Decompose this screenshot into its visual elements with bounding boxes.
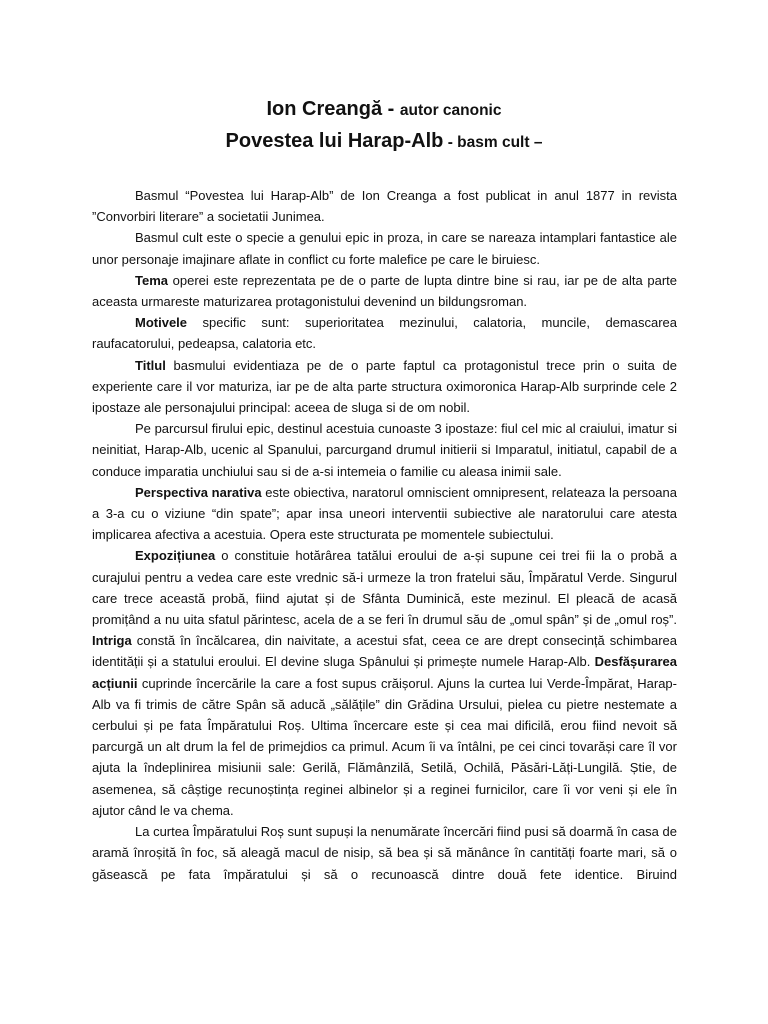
title-block	[0, 94, 768, 158]
paragraph-motivele-text: specific sunt: superioritatea mezinului, calatoria, muncile, demascarea raufacatorului, pedeapsa, calatoria etc.	[92, 315, 677, 352]
title-work: Povestea lui Harap-Alb	[225, 130, 444, 152]
title-work-line	[0, 126, 768, 158]
paragraph-motivele	[92, 312, 677, 354]
paragraph-titlul	[92, 355, 677, 419]
body-text	[92, 185, 677, 885]
paragraph-perspectiva-text: este obiectiva, naratorul omniscient omnipresent, relateaza la persoana a 3-a cu o viziune “din spate”; apar insa uneori interventii subiective ale naratorului care atesta implicarea afectiva a acestuia. Opera este structurata pe momentele subiectului.	[92, 484, 677, 543]
paragraph-expozitiunea-text: o constituie hotărârea tatălui eroului de a-și supune cei trei fii la o probă a curajului pentru a vedea care este vrednic să-i urmeze la tron fratelui său, Împăratul Verde. Singurul care trece această probă, fiind ajutat și de Sfânta Duminică, este mezinul. El pleacă de acasă promițând a nu uita sfatul părintesc, acela de a se feri în drumul său de „omul spân” și de „omul roș”.	[92, 548, 677, 628]
paragraph-ipostaze: Pe parcursul firului epic, destinul acestuia cunoaste 3 ipostaze: fiul cel mic al craiului, imatur si neinitiat, Harap-Alb, ucenic al Spanului, parcurgand drumul initierii si Imparatul, initiatul, capabil de a conduce imparatia unchiului sau si de a-si intemeia o familie cu aleasa inimii sale.	[92, 421, 677, 479]
paragraph-titlul-text: basmului evidentiaza pe de o parte faptul ca protagonistul trece prin o suita de experiente care il vor maturiza, iar pe de alta parte structura oximoronica Harap-Alb surprinde cele 2 ipostaze ale personajului principal: aceea de sluga si de om nobil.	[92, 357, 677, 416]
paragraph-intriga-text: constă în încălcarea, din naivitate, a acestui sfat, ceea ce are drept consecință schimbarea identității și a statului eroului. El devine sluga Spânului și primește numele Harap-Alb.	[92, 633, 677, 670]
term-intriga: Intriga	[92, 633, 132, 649]
paragraph-definition: Basmul cult este o specie a genului epic in proza, in care se nareaza intamplari fantastice ale unor personaje imajinare aflate in conflict cu forte malefice pe care le biruiesc.	[92, 230, 677, 267]
title-author-subtitle: autor canonic	[399, 102, 502, 119]
title-work-separator: -	[443, 134, 458, 151]
title-author-line	[0, 94, 768, 126]
paragraph-publication: Basmul “Povestea lui Harap-Alb” de Ion Creanga a fost publicat in anul 1877 in revista ”Convorbiri literare” a societatii Junimea.	[92, 188, 677, 225]
paragraph-tema	[92, 270, 677, 312]
paragraph-perspectiva	[92, 482, 677, 546]
title-author: Ion Creangă -	[266, 98, 400, 120]
term-expozitiunea: Expozițiunea	[135, 548, 216, 564]
paragraph-tema-text: operei este reprezentata pe de o parte de lupta dintre bine si rau, iar pe de alta parte aceasta urmareste maturizarea protagonistului devenind un bildungsroman.	[92, 272, 677, 310]
term-desfasurarea: Desfășurarea acțiunii	[92, 654, 677, 691]
paragraph-desfasurarea-text: cuprinde încercările la care a fost supus crăișorul. Ajuns la curtea lui Verde-Împărat, Harap-Alb va fi trimis de către Spân să aducă „sălățile” din Grădina Ursului, pielea cu pietre nestemate a cerbului și pe fata Împăratului Roș. Ultima încercare este și cea mai dificilă, erou fiind nevoit să parcurgă un alt drum la fel de primejdios ca primul. Acum îi va întâlni, pe cei cinci tovarăși care îl vor ajuta la îndeplinirea misiunii sale: Gerilă, Flămânzilă, Setilă, Ochilă, Păsări-Lăți-Lungilă. Știe, de asemenea, să câștige recunoștința reginei albinelor și a reginei furnicilor, care îi vor veni și ele în ajutor când le va chema.	[92, 675, 677, 818]
term-titlul: Titlul	[135, 357, 166, 373]
paragraph-expozitiunea	[92, 545, 677, 821]
term-motivele: Motivele	[135, 315, 188, 331]
paragraph-curtea-imparatului: La curtea Împăratului Roș sunt supuși la nenumărate încercări fiind pusi să doarmă în casa de aramă înroșită în foc, să aleagă macul de nisip, să bea și să mănânce în cantități foarte mari, să o găsească pe fata împăratului și să o recunoască dintre două fete identice. Biruind	[92, 824, 677, 882]
term-perspectiva: Perspectiva narativa	[135, 484, 262, 500]
term-tema: Tema	[135, 272, 168, 288]
title-work-subtitle: basm cult –	[457, 134, 543, 151]
